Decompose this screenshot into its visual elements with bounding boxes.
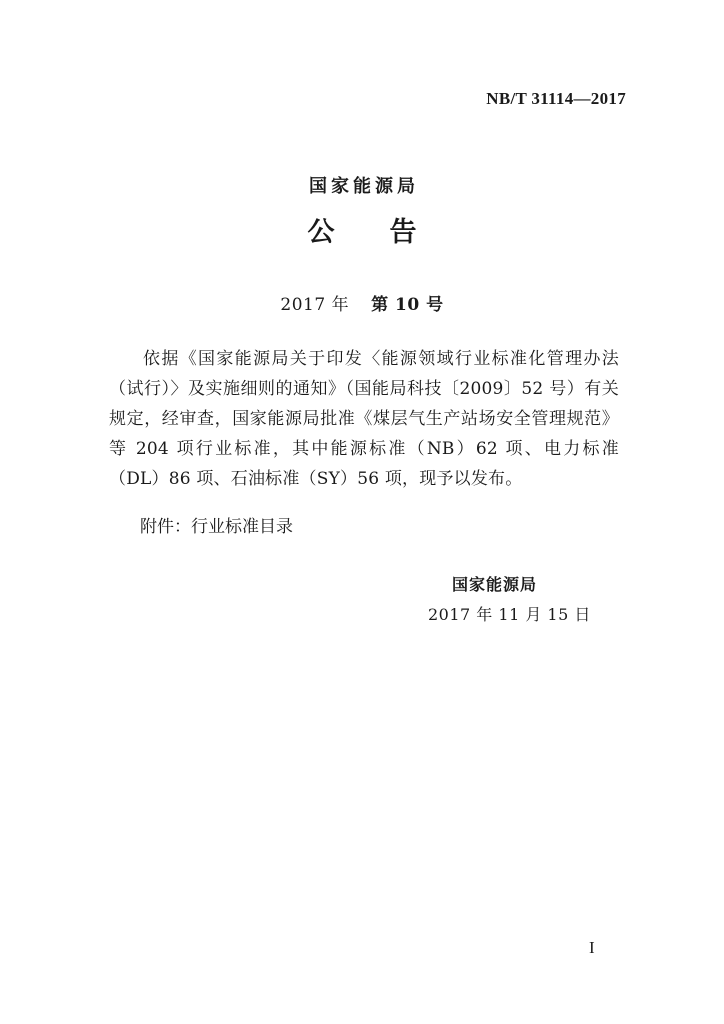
- signature-issuer: 国家能源局: [452, 575, 538, 594]
- standard-code: NB/T 31114—2017: [486, 89, 626, 108]
- signature-date: 2017 年 11 月 15 日: [428, 605, 591, 624]
- announcement-number: [0, 290, 724, 315]
- issuer-heading: 国家能源局: [309, 176, 419, 197]
- page-number: I: [589, 938, 595, 957]
- attachment-note: 附件：行业标准目录: [140, 517, 293, 537]
- announcement-title: 公告: [307, 217, 472, 248]
- announcement-year: 2017 年: [280, 295, 350, 315]
- announcement-issue-number: 第 10 号: [371, 295, 444, 315]
- announcement-body: 依据《国家能源局关于印发〈能源领域行业标准化管理办法（试行）〉及实施细则的通知》（国能局科技〔2009〕52 号）有关规定，经审查，国家能源局批准《煤层气生产站场安全管理规范》等 204 项行业标准，其中能源标准（NB）62 项、电力标准（DL）86 项、石油标准（SY）56 项，现予以发布。: [109, 349, 619, 489]
